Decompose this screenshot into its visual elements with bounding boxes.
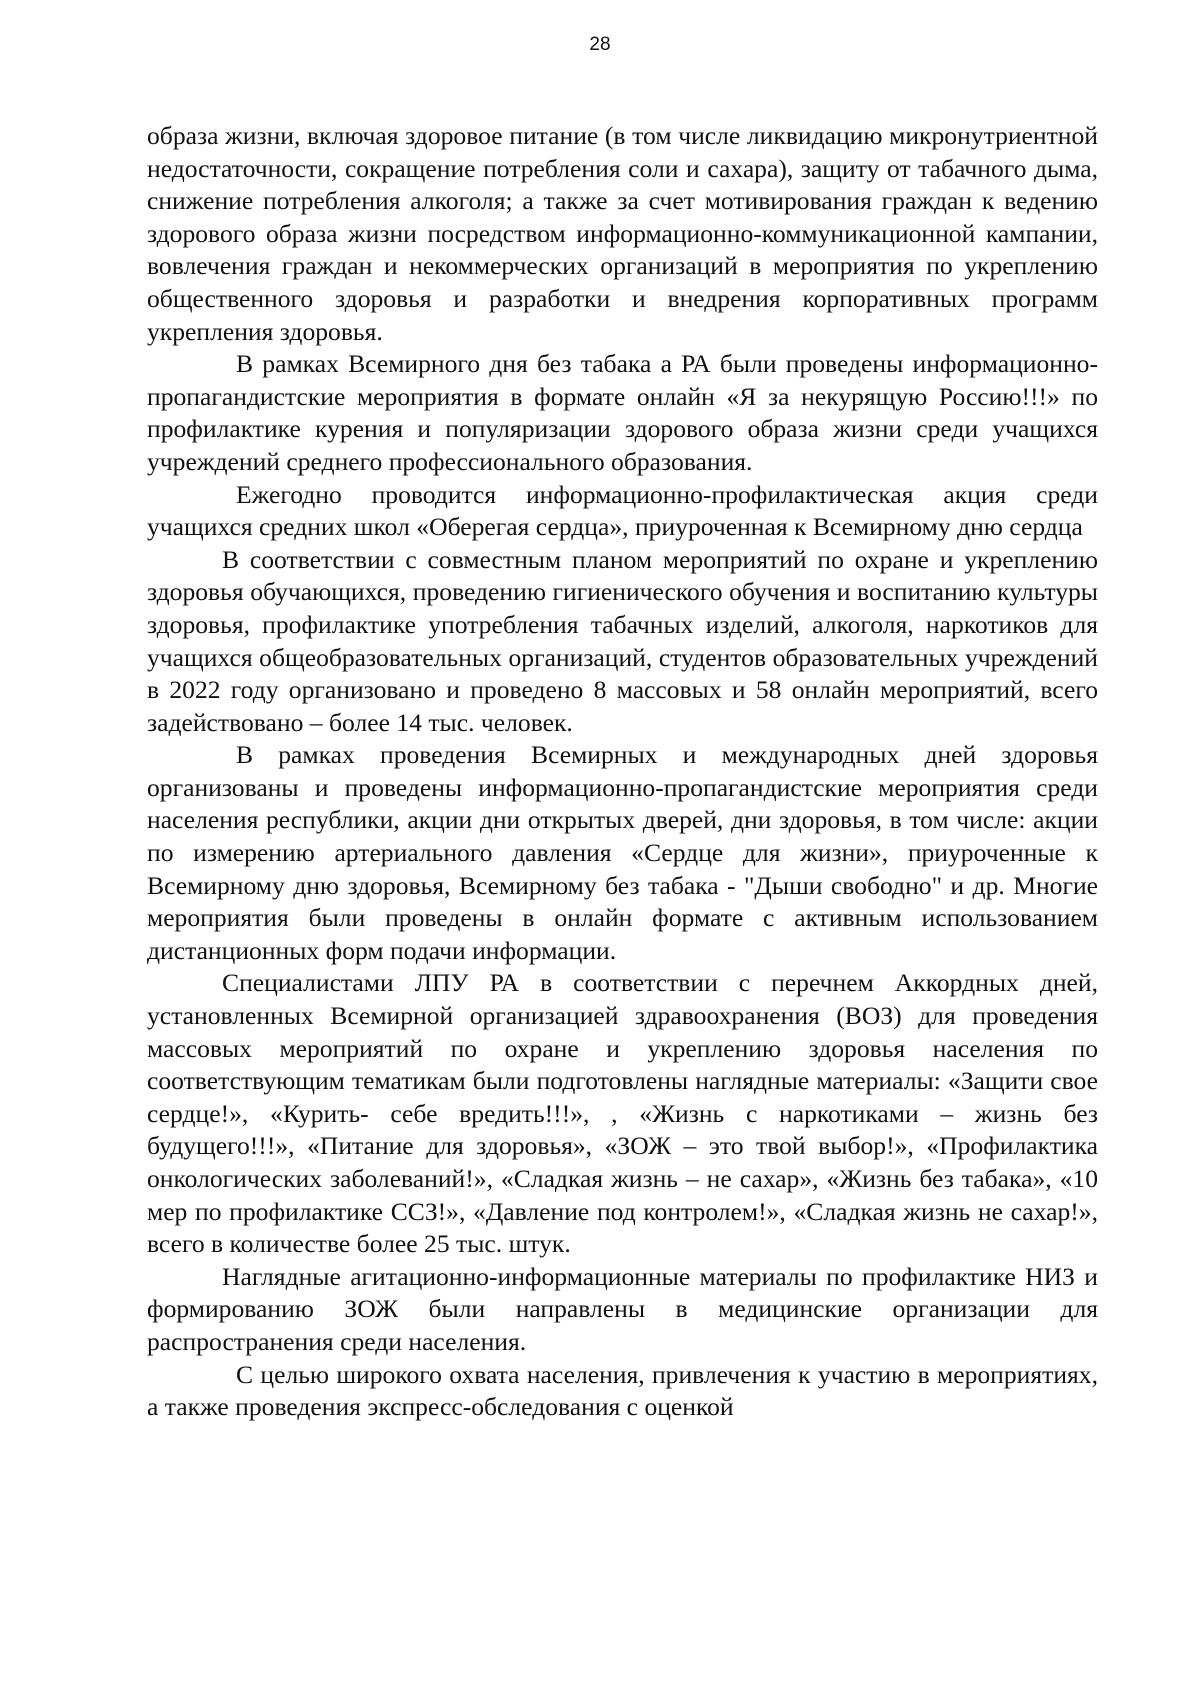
paragraph-heart-campaign: Ежегодно проводится информационно-профилактическая акция среди учащихся средних школ «Оберегая сердца», приуроченная к Всемирному дню сердца <box>147 479 1098 542</box>
page-number: 28 <box>589 34 611 55</box>
paragraph-joint-plan: В соответствии с совместным планом мероприятий по охране и укреплению здоровья обучающихся, проведению гигиенического обучения и воспитанию культуры здоровья, профилактике употребления табачных изделий, алкоголя, наркотиков для учащихся общеобразовательных организаций, студентов образовательных учреждений в 2022 году организовано и проведено 8 массовых и 58 онлайн мероприятий, всего задействовано – более 14 тыс. человек. <box>147 544 1098 737</box>
paragraph-continuation: образа жизни, включая здоровое питание (в том числе ликвидацию микронутриентной недостаточности, сокращение потребления соли и сахара), защиту от табачного дыма, снижение потребления алкоголя; а также за счет мотивирования граждан к ведению здорового образа жизни посредством информационно-коммуникационной кампании, вовлечения граждан и некоммерческих организаций в мероприятия по укреплению общественного здоровья и разработки и внедрения корпоративных программ укрепления здоровья. <box>147 121 1098 346</box>
paragraph-population-coverage: С целью широкого охвата населения, привлечения к участию в мероприятиях, а также проведения экспресс-обследования с оценкой <box>147 1359 1098 1422</box>
paragraph-visual-materials: Специалистами ЛПУ РА в соответствии с перечнем Аккордных дней, установленных Всемирной организацией здравоохранения (ВОЗ) для проведения массовых мероприятий по охране и укреплению здоровья населения по соответствующим тематикам были подготовлены наглядные материалы: «Защити свое сердце!», «Курить- себе вредить!!!», , «Жизнь с наркотиками – жизнь без будущего!!!», «Питание для здоровья», «ЗОЖ – это твой выбор!», «Профилактика онкологических заболеваний!», «Сладкая жизнь – не сахар», «Жизнь без табака», «10 мер по профилактике ССЗ!», «Давление под контролем!», «Сладкая жизнь не сахар!», всего в количестве более 25 тыс. штук. <box>147 968 1098 1259</box>
document-body <box>147 120 1098 1424</box>
paragraph-world-no-tobacco-day: В рамках Всемирного дня без табака а РА были проведены информационно-пропагандистские мероприятия в формате онлайн «Я за некурящую Россию!!!» по профилактике курения и популяризации здорового образа жизни среди учащихся учреждений среднего профессионального образования. <box>147 349 1098 476</box>
paragraph-health-days: В рамках проведения Всемирных и международных дней здоровья организованы и проведены информационно-пропагандистские мероприятия среди населения республики, акции дни открытых дверей, дни здоровья, в том числе: акции по измерению артериального давления «Сердце для жизни», приуроченные к Всемирному дню здоровья, Всемирному без табака - "Дыши свободно" и др. Многие мероприятия были проведены в онлайн формате с активным использованием дистанционных форм подачи информации. <box>147 740 1098 965</box>
paragraph-distribution: Наглядные агитационно-информационные материалы по профилактике НИЗ и формированию ЗОЖ были направлены в медицинские организации для распространения среди населения. <box>147 1261 1098 1356</box>
